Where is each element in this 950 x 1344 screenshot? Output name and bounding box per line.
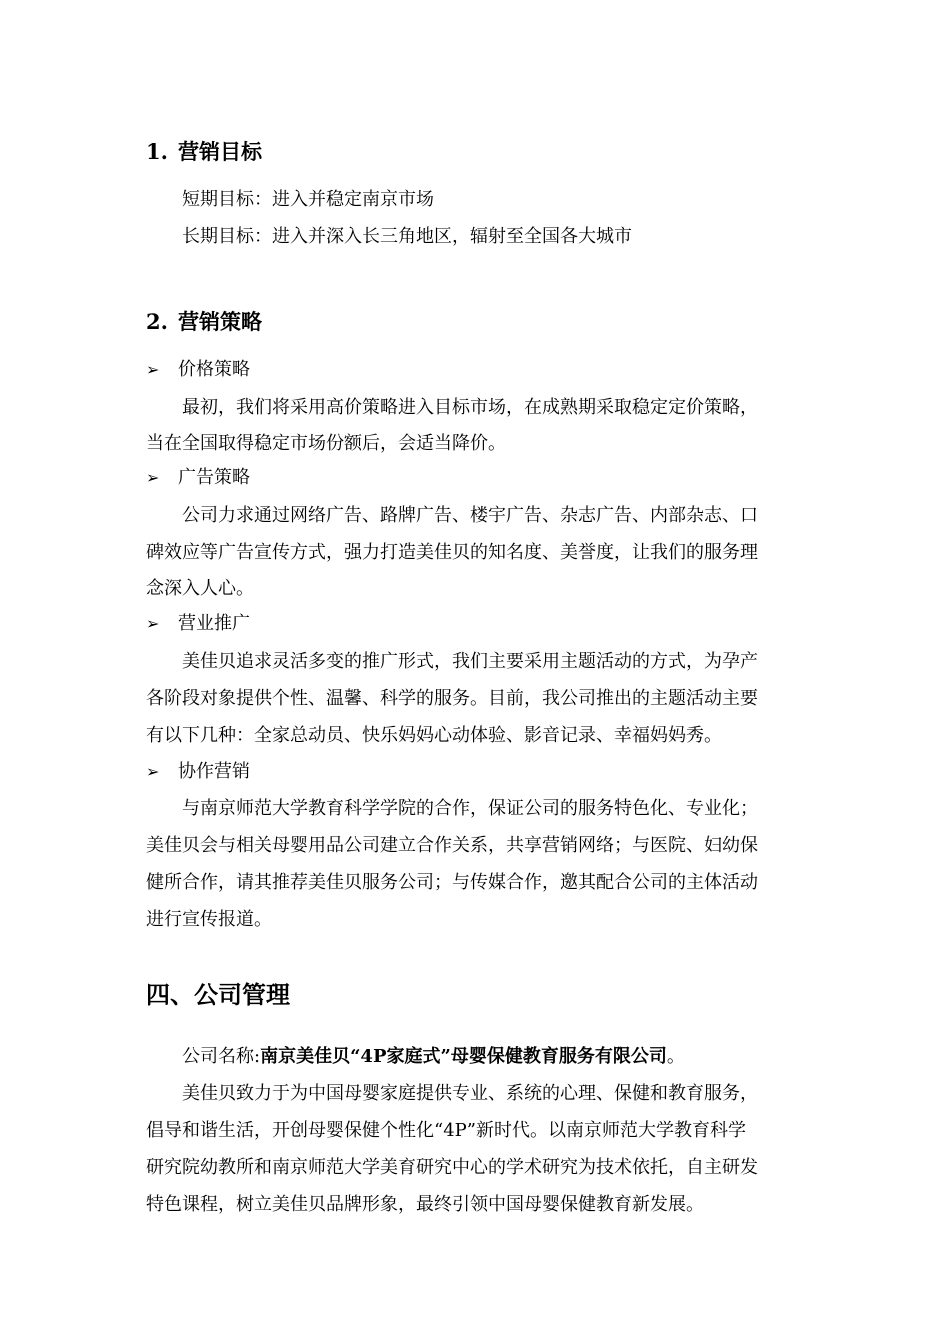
bullet-item-sales-promotion <box>146 612 250 636</box>
paragraph-line: 特色课程，树立美佳贝品牌形象，最终引领中国母婴保健教育新发展。 <box>146 1194 704 1215</box>
bullet-label: 协作营销 <box>178 761 250 782</box>
company-name-label: 公司名称: <box>182 1046 261 1067</box>
paragraph-line: 最初，我们将采用高价策略进入目标市场，在成熟期采取稳定定价策略， <box>182 397 758 418</box>
paragraph-line: 碑效应等广告宣传方式，强力打造美佳贝的知名度、美誉度，让我们的服务理 <box>146 542 758 563</box>
bullet-label: 广告策略 <box>178 467 250 488</box>
company-name-line <box>182 1045 685 1069</box>
company-name: 南京美佳贝“4P家庭式”母婴保健教育服务有限公司 <box>260 1046 667 1067</box>
section-number: 2. <box>146 309 168 334</box>
paragraph-line: 当在全国取得稳定市场份额后，会适当降价。 <box>146 433 506 454</box>
paragraph-line: 长期目标：进入并深入长三角地区，辐射至全国各大城市 <box>182 226 632 247</box>
paragraph-line: 美佳贝致力于为中国母婴家庭提供专业、系统的心理、保健和教育服务， <box>182 1083 758 1104</box>
section-title: 营销目标 <box>178 139 262 164</box>
paragraph-line: 美佳贝追求灵活多变的推广形式，我们主要采用主题活动的方式，为孕产 <box>182 651 758 672</box>
arrow-bullet-icon: ➢ <box>146 614 160 633</box>
paragraph-line: 公司力求通过网络广告、路牌广告、楼宇广告、杂志广告、内部杂志、口 <box>182 505 758 526</box>
arrow-bullet-icon: ➢ <box>146 762 160 781</box>
paragraph-line: 与南京师范大学教育科学学院的合作，保证公司的服务特色化、专业化； <box>182 798 758 819</box>
paragraph-line: 美佳贝会与相关母婴用品公司建立合作关系，共享营销网络；与医院、妇幼保 <box>146 835 758 856</box>
paragraph-line: 有以下几种：全家总动员、快乐妈妈心动体验、影音记录、幸福妈妈秀。 <box>146 725 722 746</box>
paragraph-line: 倡导和谐生活，开创母婴保健个性化“4P”新时代。以南京师范大学教育科学 <box>146 1120 746 1141</box>
bullet-item-cooperative-marketing <box>146 760 250 784</box>
section-title: 营销策略 <box>178 309 262 334</box>
paragraph-line: 研究院幼教所和南京师范大学美育研究中心的学术研究为技术依托，自主研发 <box>146 1157 758 1178</box>
bullet-item-ad-strategy <box>146 466 250 490</box>
paragraph-line: 念深入人心。 <box>146 578 254 599</box>
bullet-label: 价格策略 <box>178 359 250 380</box>
section-heading-marketing-strategy <box>146 308 262 336</box>
paragraph-line: 短期目标：进入并稳定南京市场 <box>182 189 434 210</box>
paragraph-line: 各阶段对象提供个性、温馨、科学的服务。目前，我公司推出的主题活动主要 <box>146 688 758 709</box>
company-name-end: 。 <box>666 1046 685 1067</box>
section-heading-marketing-goals <box>146 138 262 166</box>
arrow-bullet-icon: ➢ <box>146 360 160 379</box>
bullet-label: 营业推广 <box>178 613 250 634</box>
section-number: 1. <box>146 139 168 164</box>
paragraph-line: 健所合作，请其推荐美佳贝服务公司；与传媒合作，邀其配合公司的主体活动 <box>146 872 758 893</box>
bullet-item-price-strategy <box>146 358 250 382</box>
paragraph-line: 进行宣传报道。 <box>146 909 272 930</box>
arrow-bullet-icon: ➢ <box>146 468 160 487</box>
chapter-heading-company-management: 四、公司管理 <box>146 980 290 1009</box>
